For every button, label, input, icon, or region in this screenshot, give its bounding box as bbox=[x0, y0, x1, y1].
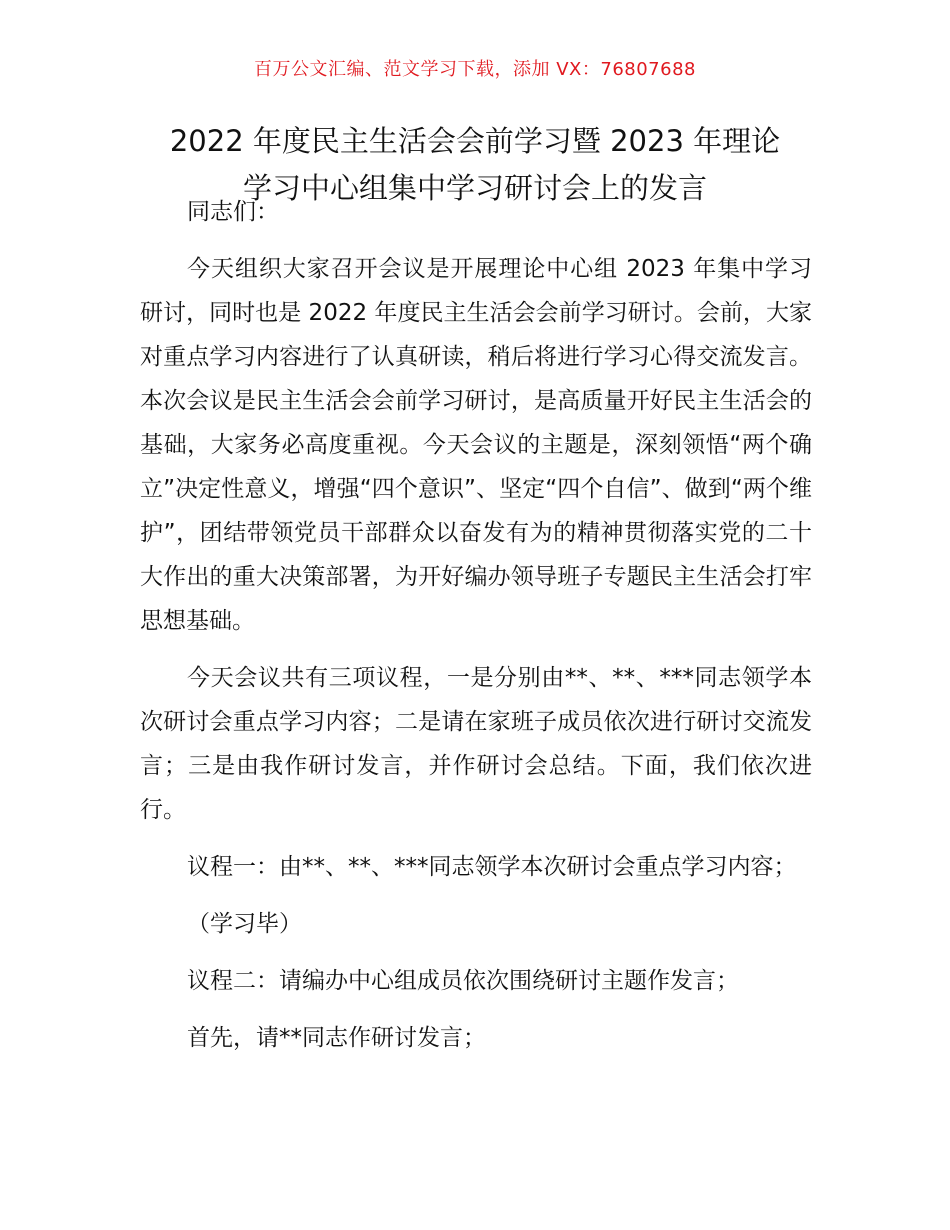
agenda-overview-paragraph: 今天会议共有三项议程，一是分别由**、**、***同志领学本次研讨会重点学习内容；二是请在家班子成员依次进行研讨交流发言；三是由我作研讨发言，并作研讨会总结。下面，我们依次进行。 bbox=[140, 665, 812, 823]
study-finished-note: （学习毕） bbox=[187, 911, 302, 937]
document-body bbox=[140, 190, 812, 1073]
opening-paragraph: 今天组织大家召开会议是开展理论中心组 2023 年集中学习研讨，同时也是 2022 年度民主生活会会前学习研讨。会前，大家对重点学习内容进行了认真研读，稍后将进行学习心得交流发言。本次会议是民主生活会会前学习研讨，是高质量开好民主生活会的基础，大家务必高度重视。今天会议的主题是，深刻领悟“两个确立”决定性意义，增强“四个意识”、坚定“四个自信”、做到“两个维护”，团结带领党员干部群众以奋发有为的精神贯彻落实党的二十大作出的重大决策部署，为开好编办领导班子专题民主生活会打牢思想基础。 bbox=[140, 256, 812, 634]
title-line-1: 2022 年度民主生活会会前学习暨 2023 年理论 bbox=[169, 124, 781, 158]
agenda-item-two-paragraph: 议程二：请编办中心组成员依次围绕研讨主题作发言； bbox=[187, 968, 739, 994]
salutation-paragraph: 同志们： bbox=[187, 199, 279, 225]
title-line-2: 学习中心组集中学习研讨会上的发言 bbox=[242, 171, 707, 205]
header-promo-note: 百万公文汇编、范文学习下载，添加 VX：76807688 bbox=[254, 59, 696, 80]
first-speaker-paragraph: 首先，请**同志作研讨发言； bbox=[187, 1025, 486, 1051]
agenda-item-one-paragraph: 议程一：由**、**、***同志领学本次研讨会重点学习内容； bbox=[187, 854, 797, 880]
